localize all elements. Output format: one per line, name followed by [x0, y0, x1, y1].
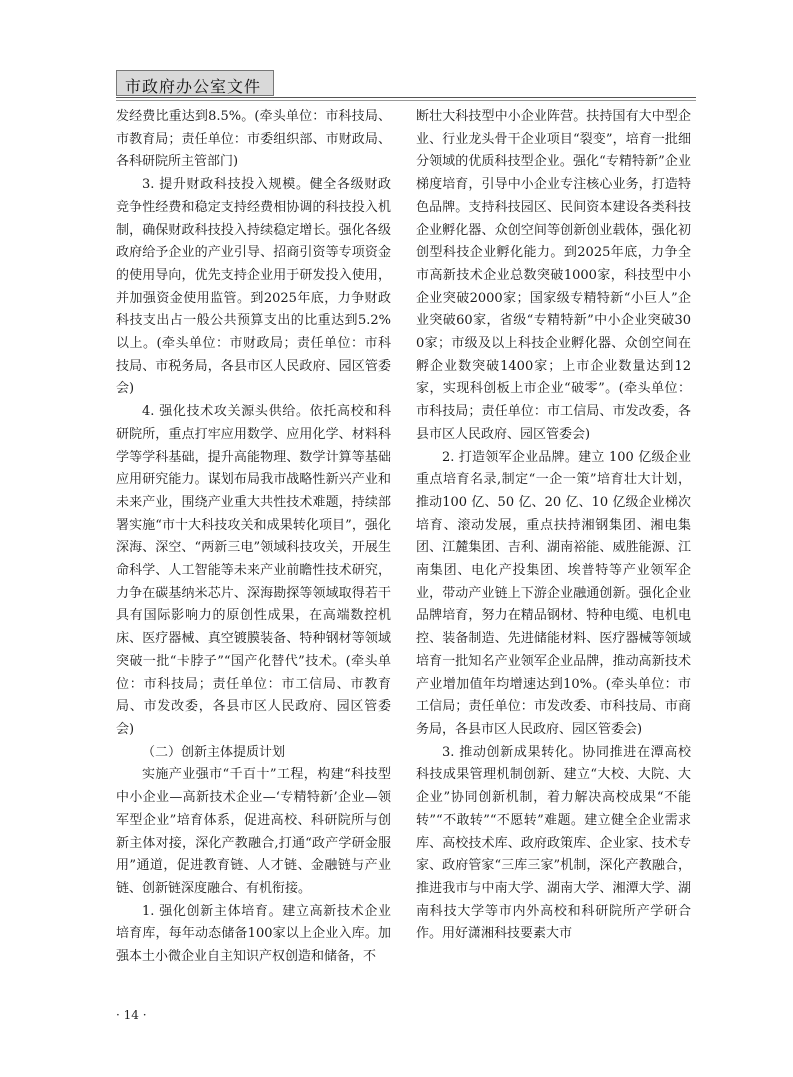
paragraph: 发经费比重达到8.5%。(牵头单位：市科技局、市教育局；责任单位：市委组织部、市财政局、各科研院所主管部门) — [116, 109, 391, 170]
left-column — [116, 106, 391, 1026]
header-title: 市政府办公室文件 — [125, 77, 262, 96]
page-header — [116, 70, 696, 100]
paragraph: 1. 强化创新主体培育。建立高新技术企业培育库，每年动态储备100家以上企业入库。加强本土小微企业自主知识产权创造和储备，不 — [116, 903, 391, 965]
section-heading: （二）创新主体提质计划 — [142, 744, 286, 760]
paragraph: 3. 提升财政科技投入规模。健全各级财政竞争性经费和稳定支持经费相协调的科技投入机制，确保财政科技投入持续稳定增长。强化各级政府给予企业的产业引导、招商引资等专项资金的使用导向，优先支持企业用于研发投入使用，并加强资金使用监管。到2025年底，力争财政科技支出占一般公共预算支出的比重达到5.2% 以上。(牵头单位：市财政局；责任单位：市科技局、市税务局，各县市区人民政府、园区管委会) — [116, 177, 391, 397]
header-label-box — [116, 70, 274, 96]
paragraph: 2. 打造领军企业品牌。建立 100 亿级企业重点培育名录,制定“一企一策”培育壮大计划，推动100 亿、50 亿、20 亿、10 亿级企业梯次培育、滚动发展，重点扶持湘钢集团、湘电集团、江麓集团、吉利、湖南裕能、威胜能源、江南集团、电化产投集团、埃普特等产业领军企业，带动产业链上下游企业融通创新。强化企业品牌培育，努力在精品钢材、特种电缆、电机电控、装备制造、先进储能材料、医疗器械等领域培育一批知名产业领军企业品牌，推动高新技术产业增加值年均增速达到10%。(牵头单位：市工信局；责任单位：市发改委、市科技局、市商务局，各县市区人民政府、园区管委会) — [416, 449, 691, 737]
paragraph: 断壮大科技型中小企业阵营。扶持国有大中型企业、行业龙头骨干企业项目“裂变”，培育一批细分领域的优质科技型企业。强化“专精特新”企业梯度培育，引导中小企业专注核心业务，打造特色品牌。支持科技园区、民间资本建设各类科技企业孵化器、众创空间等创新创业载体，强化初创型科技企业孵化能力。到2025年底，力争全市高新技术企业总数突破1000家，科技型中小企业突破2000家；国家级专精特新“小巨人”企业突破60家，省级“专精特新”中小企业突破300家；市级及以上科技企业孵化器、众创空间在孵企业数突破1400家；上市企业数量达到12家，实现科创板上市企业“破零”。(牵头单位：市科技局；责任单位：市工信局、市发改委，各县市区人民政府、园区管委会) — [416, 109, 691, 442]
right-column — [416, 106, 691, 1026]
header-rule — [116, 97, 696, 98]
paragraph: 实施产业强市“千百十”工程，构建“科技型中小企业—高新技术企业—‘专精特新’企业—领军型企业”培育体系，促进高校、科研院所与创新主体对接，深化产教融合,打通“政产学研金服用”通道，促进教育链、人才链、金融链与产业链、创新链深度融合、有机衔接。 — [116, 767, 391, 896]
page-number: · 14 · — [116, 1008, 147, 1022]
header-rule-thin — [116, 100, 696, 101]
paragraph: 3. 推动创新成果转化。协同推进在潭高校科技成果管理机制创新、建立“大校、大院、大企业”协同创新机制，着力解决高校成果“不能转”“不敢转”“不愿转”难题。建立健全企业需求库、高校技术库、政府政策库、企业家、技术专家、政府管家“三库三家”机制，深化产教融合，推进我市与中南大学、湖南大学、湘潭大学、湖南科技大学等市内外高校和科研院所产学研合作。用好潇湘科技要素大市 — [416, 744, 691, 942]
paragraph: 4. 强化技术攻关源头供给。依托高校和科研院所，重点打牢应用数学、应用化学、材料科学等学科基础，提升高能物理、数学计算等基础应用研究能力。谋划布局我市战略性新兴产业和未来产业，围绕产业重大共性技术难题，持续部署实施“市十大科技攻关和成果转化项目”，强化深海、深空、“两新三电”领域科技攻关，开展生命科学、人工智能等未来产业前瞻性技术研究，力争在碳基纳米芯片、深海勘探等领域取得若干具有国际影响力的原创性成果，在高端数控机床、医疗器械、真空镀膜装备、特种钢材等领域突破一批“卡脖子”“国产化替代”技术。(牵头单位：市科技局；责任单位：市工信局、市教育局、市发改委，各县市区人民政府、园区管委会) — [116, 404, 391, 737]
